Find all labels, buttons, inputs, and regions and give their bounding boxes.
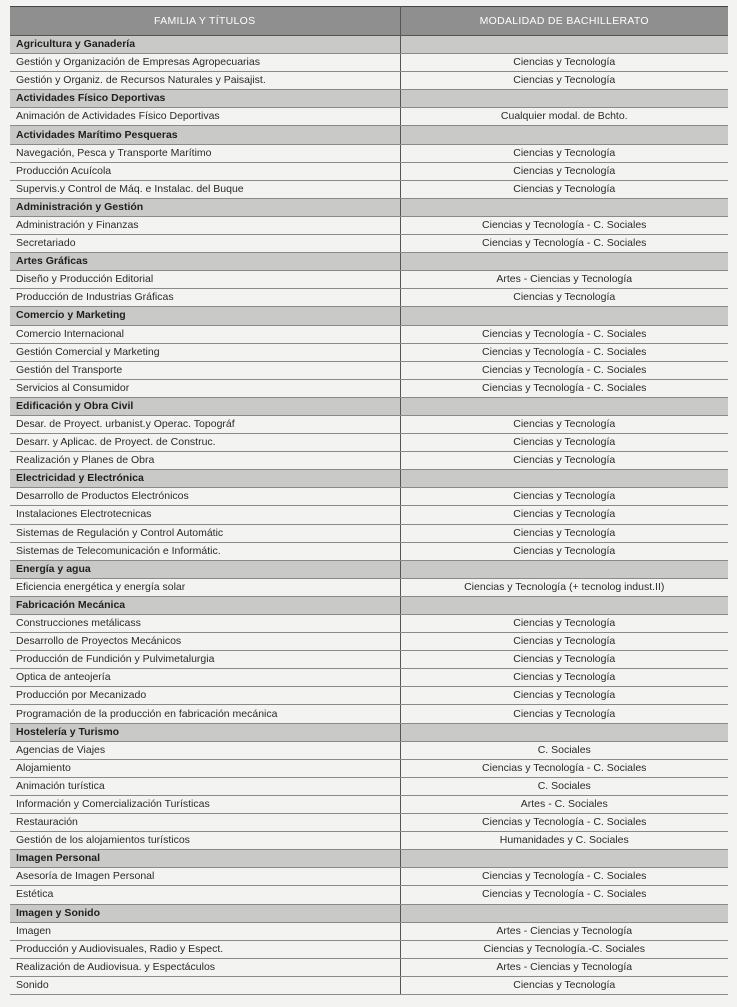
titulo-cell: Producción por Mecanizado xyxy=(10,687,400,705)
titulo-cell: Diseño y Producción Editorial xyxy=(10,271,400,289)
table-row xyxy=(10,452,728,470)
titulo-cell: Desarrollo de Proyectos Mecánicos xyxy=(10,633,400,651)
modalidad-cell: Ciencias y Tecnología - C. Sociales xyxy=(400,325,728,343)
modalidad-cell: Ciencias y Tecnología xyxy=(400,144,728,162)
header-familia-titulos: FAMILIA Y TÍTULOS xyxy=(10,7,400,36)
modalidad-cell: Ciencias y Tecnología - C. Sociales xyxy=(400,235,728,253)
modalidad-cell: Ciencias y Tecnología xyxy=(400,415,728,433)
modalidad-table xyxy=(10,6,728,995)
table-row xyxy=(10,271,728,289)
modalidad-cell: Artes - C. Sociales xyxy=(400,795,728,813)
titulo-cell: Asesoría de Imagen Personal xyxy=(10,868,400,886)
table-row xyxy=(10,144,728,162)
table-row xyxy=(10,759,728,777)
family-name: Actividades Físico Deportivas xyxy=(10,90,400,108)
table-row xyxy=(10,741,728,759)
titulo-cell: Programación de la producción en fabricación mecánica xyxy=(10,705,400,723)
family-row xyxy=(10,560,728,578)
titulo-cell: Sistemas de Telecomunicación e Informátic. xyxy=(10,542,400,560)
titulo-cell: Producción de Fundición y Pulvimetalurgia xyxy=(10,651,400,669)
titulo-cell: Desarr. y Aplicac. de Proyect. de Construc. xyxy=(10,434,400,452)
modalidad-cell: Ciencias y Tecnología.-C. Sociales xyxy=(400,940,728,958)
table-row xyxy=(10,506,728,524)
table-row xyxy=(10,434,728,452)
modalidad-cell: Artes - Ciencias y Tecnología xyxy=(400,271,728,289)
titulo-cell: Gestión de los alojamientos turísticos xyxy=(10,832,400,850)
titulo-cell: Producción Acuícola xyxy=(10,162,400,180)
modalidad-cell: Ciencias y Tecnología - C. Sociales xyxy=(400,216,728,234)
modalidad-cell: Ciencias y Tecnología xyxy=(400,72,728,90)
family-name: Fabricación Mecánica xyxy=(10,596,400,614)
table-row xyxy=(10,976,728,994)
table-row xyxy=(10,868,728,886)
family-name: Agricultura y Ganadería xyxy=(10,36,400,54)
table-row xyxy=(10,777,728,795)
family-name: Electricidad y Electrónica xyxy=(10,470,400,488)
family-row xyxy=(10,253,728,271)
titulo-cell: Animación turística xyxy=(10,777,400,795)
modalidad-cell: Ciencias y Tecnología - C. Sociales xyxy=(400,379,728,397)
modalidad-cell: Cualquier modal. de Bchto. xyxy=(400,108,728,126)
table-row xyxy=(10,379,728,397)
modalidad-cell: Artes - Ciencias y Tecnología xyxy=(400,958,728,976)
family-modalidad-empty xyxy=(400,596,728,614)
modalidad-cell: Ciencias y Tecnología xyxy=(400,54,728,72)
family-row xyxy=(10,850,728,868)
family-name: Artes Gráficas xyxy=(10,253,400,271)
table-row xyxy=(10,814,728,832)
modalidad-cell: C. Sociales xyxy=(400,741,728,759)
modalidad-cell: Ciencias y Tecnología xyxy=(400,615,728,633)
titulo-cell: Gestión Comercial y Marketing xyxy=(10,343,400,361)
modalidad-cell: Ciencias y Tecnología xyxy=(400,180,728,198)
titulo-cell: Secretariado xyxy=(10,235,400,253)
modalidad-cell: Artes - Ciencias y Tecnología xyxy=(400,922,728,940)
modalidad-cell: Ciencias y Tecnología xyxy=(400,651,728,669)
family-modalidad-empty xyxy=(400,253,728,271)
table-row xyxy=(10,72,728,90)
family-modalidad-empty xyxy=(400,397,728,415)
family-modalidad-empty xyxy=(400,723,728,741)
modalidad-cell: C. Sociales xyxy=(400,777,728,795)
table-header xyxy=(10,7,728,36)
titulo-cell: Producción y Audiovisuales, Radio y Espect. xyxy=(10,940,400,958)
family-name: Edificación y Obra Civil xyxy=(10,397,400,415)
table-row xyxy=(10,922,728,940)
table-row xyxy=(10,54,728,72)
family-name: Imagen y Sonido xyxy=(10,904,400,922)
modalidad-cell: Ciencias y Tecnología xyxy=(400,488,728,506)
titulo-cell: Restauración xyxy=(10,814,400,832)
modalidad-cell: Ciencias y Tecnología - C. Sociales xyxy=(400,759,728,777)
table-row xyxy=(10,832,728,850)
modalidad-cell: Ciencias y Tecnología xyxy=(400,524,728,542)
titulo-cell: Instalaciones Electrotecnicas xyxy=(10,506,400,524)
modalidad-cell: Ciencias y Tecnología xyxy=(400,669,728,687)
table-row xyxy=(10,361,728,379)
table-row xyxy=(10,578,728,596)
modalidad-cell: Ciencias y Tecnología xyxy=(400,289,728,307)
titulo-cell: Administración y Finanzas xyxy=(10,216,400,234)
family-row xyxy=(10,723,728,741)
table-row xyxy=(10,669,728,687)
titulo-cell: Desarrollo de Productos Electrónicos xyxy=(10,488,400,506)
family-name: Comercio y Marketing xyxy=(10,307,400,325)
modalidad-cell: Ciencias y Tecnología xyxy=(400,506,728,524)
table-row xyxy=(10,705,728,723)
titulo-cell: Animación de Actividades Físico Deportivas xyxy=(10,108,400,126)
table-row xyxy=(10,651,728,669)
header-row xyxy=(10,7,728,36)
modalidad-cell: Ciencias y Tecnología - C. Sociales xyxy=(400,361,728,379)
modalidad-cell: Humanidades y C. Sociales xyxy=(400,832,728,850)
table-row xyxy=(10,235,728,253)
modalidad-cell: Ciencias y Tecnología (+ tecnolog indust.II) xyxy=(400,578,728,596)
titulo-cell: Desar. de Proyect. urbanist.y Operac. Topográf xyxy=(10,415,400,433)
table-row xyxy=(10,615,728,633)
family-name: Administración y Gestión xyxy=(10,198,400,216)
modalidad-cell: Ciencias y Tecnología - C. Sociales xyxy=(400,886,728,904)
titulo-cell: Sistemas de Regulación y Control Automátic xyxy=(10,524,400,542)
family-modalidad-empty xyxy=(400,307,728,325)
family-modalidad-empty xyxy=(400,198,728,216)
family-name: Imagen Personal xyxy=(10,850,400,868)
table-row xyxy=(10,108,728,126)
family-row xyxy=(10,397,728,415)
modalidad-cell: Ciencias y Tecnología xyxy=(400,687,728,705)
titulo-cell: Servicios al Consumidor xyxy=(10,379,400,397)
titulo-cell: Realización y Planes de Obra xyxy=(10,452,400,470)
modalidad-cell: Ciencias y Tecnología - C. Sociales xyxy=(400,343,728,361)
titulo-cell: Realización de Audiovisua. y Espectáculos xyxy=(10,958,400,976)
modalidad-cell: Ciencias y Tecnología xyxy=(400,633,728,651)
family-name: Energía y agua xyxy=(10,560,400,578)
titulo-cell: Producción de Industrias Gráficas xyxy=(10,289,400,307)
family-row xyxy=(10,470,728,488)
family-modalidad-empty xyxy=(400,126,728,144)
titulo-cell: Estética xyxy=(10,886,400,904)
modalidad-cell: Ciencias y Tecnología xyxy=(400,434,728,452)
table-row xyxy=(10,795,728,813)
titulo-cell: Imagen xyxy=(10,922,400,940)
titulo-cell: Gestión y Organización de Empresas Agropecuarias xyxy=(10,54,400,72)
family-row xyxy=(10,36,728,54)
family-name: Hostelería y Turismo xyxy=(10,723,400,741)
titulo-cell: Construcciones metálicass xyxy=(10,615,400,633)
titulo-cell: Sonido xyxy=(10,976,400,994)
modalidad-cell: Ciencias y Tecnología xyxy=(400,705,728,723)
family-modalidad-empty xyxy=(400,850,728,868)
table-row xyxy=(10,325,728,343)
titulo-cell: Gestión y Organiz. de Recursos Naturales y Paisajist. xyxy=(10,72,400,90)
modalidad-cell: Ciencias y Tecnología - C. Sociales xyxy=(400,814,728,832)
family-row xyxy=(10,198,728,216)
family-modalidad-empty xyxy=(400,470,728,488)
titulo-cell: Comercio Internacional xyxy=(10,325,400,343)
family-modalidad-empty xyxy=(400,36,728,54)
titulo-cell: Eficiencia energética y energía solar xyxy=(10,578,400,596)
modalidad-cell: Ciencias y Tecnología xyxy=(400,976,728,994)
header-modalidad: MODALIDAD DE BACHILLERATO xyxy=(400,7,728,36)
family-row xyxy=(10,307,728,325)
titulo-cell: Agencias de Viajes xyxy=(10,741,400,759)
table-row xyxy=(10,162,728,180)
table-row xyxy=(10,886,728,904)
table-row xyxy=(10,524,728,542)
family-row xyxy=(10,90,728,108)
family-modalidad-empty xyxy=(400,90,728,108)
table-row xyxy=(10,180,728,198)
titulo-cell: Navegación, Pesca y Transporte Marítimo xyxy=(10,144,400,162)
table-row xyxy=(10,940,728,958)
titulo-cell: Supervis.y Control de Máq. e Instalac. del Buque xyxy=(10,180,400,198)
modalidad-cell: Ciencias y Tecnología xyxy=(400,162,728,180)
table-row xyxy=(10,958,728,976)
table-row xyxy=(10,633,728,651)
family-name: Actividades Marítimo Pesqueras xyxy=(10,126,400,144)
table-row xyxy=(10,216,728,234)
table-row xyxy=(10,687,728,705)
family-row xyxy=(10,596,728,614)
family-row xyxy=(10,904,728,922)
titulo-cell: Información y Comercialización Turísticas xyxy=(10,795,400,813)
table-body xyxy=(10,36,728,995)
titulo-cell: Optica de anteojería xyxy=(10,669,400,687)
modalidad-cell: Ciencias y Tecnología xyxy=(400,452,728,470)
titulo-cell: Gestión del Transporte xyxy=(10,361,400,379)
table-row xyxy=(10,488,728,506)
modalidad-cell: Ciencias y Tecnología xyxy=(400,542,728,560)
modalidad-cell: Ciencias y Tecnología - C. Sociales xyxy=(400,868,728,886)
family-modalidad-empty xyxy=(400,904,728,922)
titulo-cell: Alojamiento xyxy=(10,759,400,777)
table-row xyxy=(10,542,728,560)
family-row xyxy=(10,126,728,144)
family-modalidad-empty xyxy=(400,560,728,578)
table-row xyxy=(10,415,728,433)
table-row xyxy=(10,343,728,361)
table-row xyxy=(10,289,728,307)
